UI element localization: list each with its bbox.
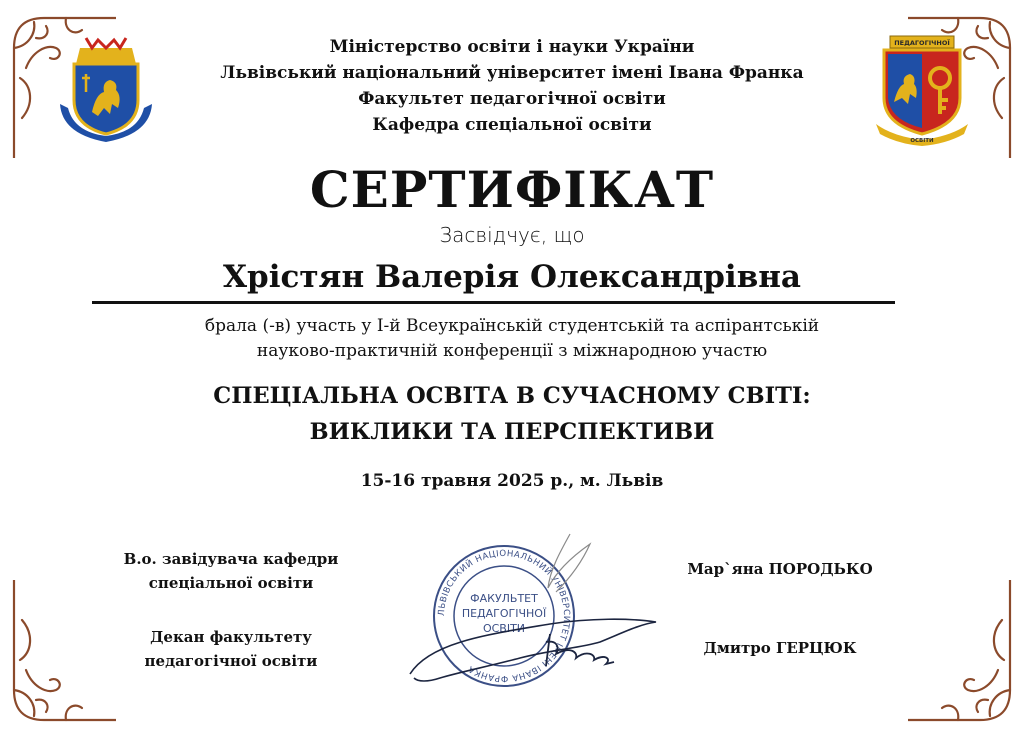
emblem-banner-bottom: ОСВІТИ <box>910 138 934 144</box>
description-line-1: брала (-в) участь у І-й Всеукраїнській студентській та аспірантській <box>204 316 820 336</box>
stamp-center-line-1: ФАКУЛЬТЕТ <box>470 592 538 605</box>
role-dean <box>106 625 356 673</box>
recipient-name: Хрістян Валерія Олександрівна <box>222 259 802 295</box>
description-line-2: науково-практичній конференції з міжнародною участю <box>256 341 768 361</box>
faculty-coat-of-arms-icon <box>872 28 972 146</box>
corner-ornament-bottom-right <box>908 580 1018 730</box>
university-name: Львівський національний університет імені Івана Франка <box>220 63 804 83</box>
role-department-head <box>106 547 356 595</box>
department-name: Кафедра спеціальної освіти <box>372 115 652 135</box>
name-underline <box>92 301 895 304</box>
conference-title-line-2: ВИКЛИКИ ТА ПЕРСПЕКТИВИ <box>309 419 715 445</box>
institution-header <box>180 34 844 138</box>
corner-ornament-bottom-left <box>6 580 116 730</box>
stamp-center-line-3: ОСВІТИ <box>482 622 526 635</box>
signer-department-head: Мар`яна ПОРОДЬКО <box>687 560 873 578</box>
stamp-center-line-2: ПЕДАГОГІЧНОЇ <box>461 607 547 620</box>
official-stamp <box>400 522 670 702</box>
conference-title-line-1: СПЕЦІАЛЬНА ОСВІТА В СУЧАСНОМУ СВІТІ: <box>213 383 811 409</box>
role-1-line-1: В.о. завідувача кафедри <box>123 550 339 568</box>
certificate-subtitle: Засвідчує, що <box>439 223 585 247</box>
ministry-name: Міністерство освіти і науки України <box>329 37 695 57</box>
event-date-place: 15-16 травня 2025 р., м. Львів <box>360 471 664 491</box>
university-coat-of-arms-icon <box>52 34 160 146</box>
role-2-line-1: Декан факультету <box>150 628 312 646</box>
emblem-banner-top: ПЕДАГОГІЧНОЇ <box>894 39 950 47</box>
signer-dean: Дмитро ГЕРЦЮК <box>703 639 857 657</box>
role-2-line-2: педагогічної освіти <box>144 652 318 670</box>
participation-description <box>120 314 904 364</box>
certificate-title: СЕРТИФІКАТ <box>309 160 715 219</box>
stamp-ring-text: ЛЬВІВСЬКИЙ НАЦІОНАЛЬНИЙ УНІВЕРСИТЕТ ІМЕНІ ІВАНА ФРАНКА <box>436 548 572 684</box>
conference-title <box>120 378 904 450</box>
faculty-name: Факультет педагогічної освіти <box>358 89 666 109</box>
role-1-line-2: спеціальної освіти <box>148 574 314 592</box>
